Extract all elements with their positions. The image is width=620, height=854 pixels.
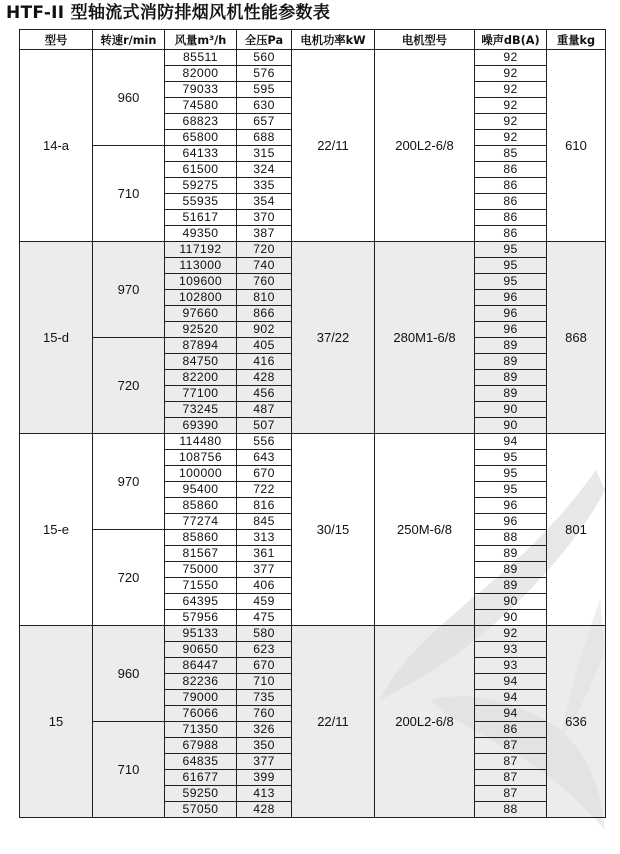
header-model: 型号: [20, 30, 93, 50]
noise-cell: 95: [475, 482, 547, 498]
noise-cell: 87: [475, 754, 547, 770]
flow-cell: 57050: [165, 802, 237, 818]
speed-cell: 710: [93, 722, 165, 818]
flow-cell: 71350: [165, 722, 237, 738]
noise-cell: 85: [475, 146, 547, 162]
pressure-cell: 377: [237, 754, 292, 770]
pressure-cell: 866: [237, 306, 292, 322]
pressure-cell: 740: [237, 258, 292, 274]
pressure-cell: 595: [237, 82, 292, 98]
flow-cell: 59275: [165, 178, 237, 194]
flow-cell: 61500: [165, 162, 237, 178]
flow-cell: 64835: [165, 754, 237, 770]
header-pressure: 全压Pa: [237, 30, 292, 50]
noise-cell: 89: [475, 386, 547, 402]
pressure-cell: 720: [237, 242, 292, 258]
pressure-cell: 377: [237, 562, 292, 578]
pressure-cell: 556: [237, 434, 292, 450]
noise-cell: 96: [475, 322, 547, 338]
pressure-cell: 688: [237, 130, 292, 146]
pressure-cell: 370: [237, 210, 292, 226]
pressure-cell: 405: [237, 338, 292, 354]
flow-cell: 85511: [165, 50, 237, 66]
pressure-cell: 845: [237, 514, 292, 530]
noise-cell: 90: [475, 418, 547, 434]
model-cell: 15: [20, 626, 93, 818]
pressure-cell: 507: [237, 418, 292, 434]
model-cell: 14-a: [20, 50, 93, 242]
flow-cell: 61677: [165, 770, 237, 786]
pressure-cell: 487: [237, 402, 292, 418]
noise-cell: 95: [475, 242, 547, 258]
pressure-cell: 475: [237, 610, 292, 626]
speed-cell: 960: [93, 626, 165, 722]
header-speed: 转速r/min: [93, 30, 165, 50]
noise-cell: 89: [475, 562, 547, 578]
flow-cell: 71550: [165, 578, 237, 594]
flow-cell: 73245: [165, 402, 237, 418]
noise-cell: 90: [475, 402, 547, 418]
page-title: HTF-II 型轴流式消防排烟风机性能参数表: [6, 3, 331, 23]
flow-cell: 100000: [165, 466, 237, 482]
pressure-cell: 335: [237, 178, 292, 194]
noise-cell: 88: [475, 802, 547, 818]
noise-cell: 86: [475, 194, 547, 210]
flow-cell: 55935: [165, 194, 237, 210]
table-row: [20, 242, 606, 258]
pressure-cell: 350: [237, 738, 292, 754]
pressure-cell: 326: [237, 722, 292, 738]
flow-cell: 49350: [165, 226, 237, 242]
flow-cell: 82000: [165, 66, 237, 82]
noise-cell: 92: [475, 50, 547, 66]
flow-cell: 75000: [165, 562, 237, 578]
pressure-cell: 459: [237, 594, 292, 610]
flow-cell: 95133: [165, 626, 237, 642]
noise-cell: 89: [475, 338, 547, 354]
weight-cell: 636: [547, 626, 606, 818]
noise-cell: 95: [475, 466, 547, 482]
flow-cell: 102800: [165, 290, 237, 306]
noise-cell: 90: [475, 594, 547, 610]
flow-cell: 76066: [165, 706, 237, 722]
noise-cell: 86: [475, 178, 547, 194]
noise-cell: 96: [475, 514, 547, 530]
noise-cell: 92: [475, 82, 547, 98]
motor-cell: 280M1-6/8: [375, 242, 475, 434]
pressure-cell: 735: [237, 690, 292, 706]
flow-cell: 85860: [165, 530, 237, 546]
pressure-cell: 428: [237, 802, 292, 818]
pressure-cell: 670: [237, 466, 292, 482]
noise-cell: 95: [475, 274, 547, 290]
pressure-cell: 399: [237, 770, 292, 786]
noise-cell: 93: [475, 658, 547, 674]
pressure-cell: 630: [237, 98, 292, 114]
flow-cell: 95400: [165, 482, 237, 498]
pressure-cell: 810: [237, 290, 292, 306]
noise-cell: 87: [475, 786, 547, 802]
pressure-cell: 428: [237, 370, 292, 386]
pressure-cell: 643: [237, 450, 292, 466]
speed-cell: 970: [93, 242, 165, 338]
weight-cell: 801: [547, 434, 606, 626]
flow-cell: 77274: [165, 514, 237, 530]
flow-cell: 114480: [165, 434, 237, 450]
flow-cell: 64395: [165, 594, 237, 610]
pressure-cell: 354: [237, 194, 292, 210]
flow-cell: 109600: [165, 274, 237, 290]
speed-cell: 720: [93, 530, 165, 626]
noise-cell: 89: [475, 546, 547, 562]
power-cell: 22/11: [292, 626, 375, 818]
motor-cell: 200L2-6/8: [375, 626, 475, 818]
pressure-cell: 657: [237, 114, 292, 130]
noise-cell: 94: [475, 674, 547, 690]
flow-cell: 79000: [165, 690, 237, 706]
speed-cell: 710: [93, 146, 165, 242]
pressure-cell: 413: [237, 786, 292, 802]
weight-cell: 868: [547, 242, 606, 434]
flow-cell: 108756: [165, 450, 237, 466]
noise-cell: 94: [475, 434, 547, 450]
noise-cell: 90: [475, 610, 547, 626]
pressure-cell: 361: [237, 546, 292, 562]
noise-cell: 95: [475, 450, 547, 466]
weight-cell: 610: [547, 50, 606, 242]
pressure-cell: 816: [237, 498, 292, 514]
flow-cell: 59250: [165, 786, 237, 802]
noise-cell: 92: [475, 66, 547, 82]
model-cell: 15-e: [20, 434, 93, 626]
pressure-cell: 902: [237, 322, 292, 338]
pressure-cell: 315: [237, 146, 292, 162]
noise-cell: 86: [475, 162, 547, 178]
noise-cell: 94: [475, 690, 547, 706]
noise-cell: 89: [475, 370, 547, 386]
noise-cell: 92: [475, 98, 547, 114]
header-row: [20, 30, 606, 50]
flow-cell: 57956: [165, 610, 237, 626]
motor-cell: 200L2-6/8: [375, 50, 475, 242]
flow-cell: 82236: [165, 674, 237, 690]
noise-cell: 93: [475, 642, 547, 658]
noise-cell: 96: [475, 290, 547, 306]
pressure-cell: 406: [237, 578, 292, 594]
flow-cell: 79033: [165, 82, 237, 98]
pressure-cell: 560: [237, 50, 292, 66]
flow-cell: 85860: [165, 498, 237, 514]
noise-cell: 86: [475, 722, 547, 738]
noise-cell: 89: [475, 354, 547, 370]
pressure-cell: 387: [237, 226, 292, 242]
flow-cell: 97660: [165, 306, 237, 322]
noise-cell: 96: [475, 306, 547, 322]
flow-cell: 92520: [165, 322, 237, 338]
pressure-cell: 324: [237, 162, 292, 178]
flow-cell: 69390: [165, 418, 237, 434]
table-row: [20, 626, 606, 642]
noise-cell: 94: [475, 706, 547, 722]
noise-cell: 89: [475, 578, 547, 594]
table-row: [20, 50, 606, 66]
header-weight: 重量kg: [547, 30, 606, 50]
noise-cell: 96: [475, 498, 547, 514]
header-flow: 风量m³/h: [165, 30, 237, 50]
flow-cell: 81567: [165, 546, 237, 562]
flow-cell: 86447: [165, 658, 237, 674]
flow-cell: 77100: [165, 386, 237, 402]
pressure-cell: 313: [237, 530, 292, 546]
table-body: [20, 50, 606, 818]
pressure-cell: 623: [237, 642, 292, 658]
noise-cell: 92: [475, 130, 547, 146]
header-power: 电机功率kW: [292, 30, 375, 50]
header-motor: 电机型号: [375, 30, 475, 50]
flow-cell: 65800: [165, 130, 237, 146]
motor-cell: 250M-6/8: [375, 434, 475, 626]
header-noise: 噪声dB(A): [475, 30, 547, 50]
power-cell: 30/15: [292, 434, 375, 626]
pressure-cell: 760: [237, 706, 292, 722]
power-cell: 22/11: [292, 50, 375, 242]
flow-cell: 64133: [165, 146, 237, 162]
noise-cell: 88: [475, 530, 547, 546]
pressure-cell: 416: [237, 354, 292, 370]
speed-cell: 960: [93, 50, 165, 146]
speed-cell: 720: [93, 338, 165, 434]
flow-cell: 51617: [165, 210, 237, 226]
model-cell: 15-d: [20, 242, 93, 434]
pressure-cell: 760: [237, 274, 292, 290]
flow-cell: 68823: [165, 114, 237, 130]
noise-cell: 87: [475, 738, 547, 754]
pressure-cell: 576: [237, 66, 292, 82]
pressure-cell: 580: [237, 626, 292, 642]
flow-cell: 90650: [165, 642, 237, 658]
flow-cell: 117192: [165, 242, 237, 258]
noise-cell: 95: [475, 258, 547, 274]
noise-cell: 87: [475, 770, 547, 786]
pressure-cell: 710: [237, 674, 292, 690]
flow-cell: 74580: [165, 98, 237, 114]
noise-cell: 92: [475, 626, 547, 642]
pressure-cell: 456: [237, 386, 292, 402]
flow-cell: 84750: [165, 354, 237, 370]
flow-cell: 87894: [165, 338, 237, 354]
fan-performance-table: [19, 29, 606, 818]
table-row: [20, 434, 606, 450]
noise-cell: 92: [475, 114, 547, 130]
flow-cell: 67988: [165, 738, 237, 754]
pressure-cell: 722: [237, 482, 292, 498]
power-cell: 37/22: [292, 242, 375, 434]
noise-cell: 86: [475, 226, 547, 242]
speed-cell: 970: [93, 434, 165, 530]
flow-cell: 113000: [165, 258, 237, 274]
pressure-cell: 670: [237, 658, 292, 674]
flow-cell: 82200: [165, 370, 237, 386]
noise-cell: 86: [475, 210, 547, 226]
